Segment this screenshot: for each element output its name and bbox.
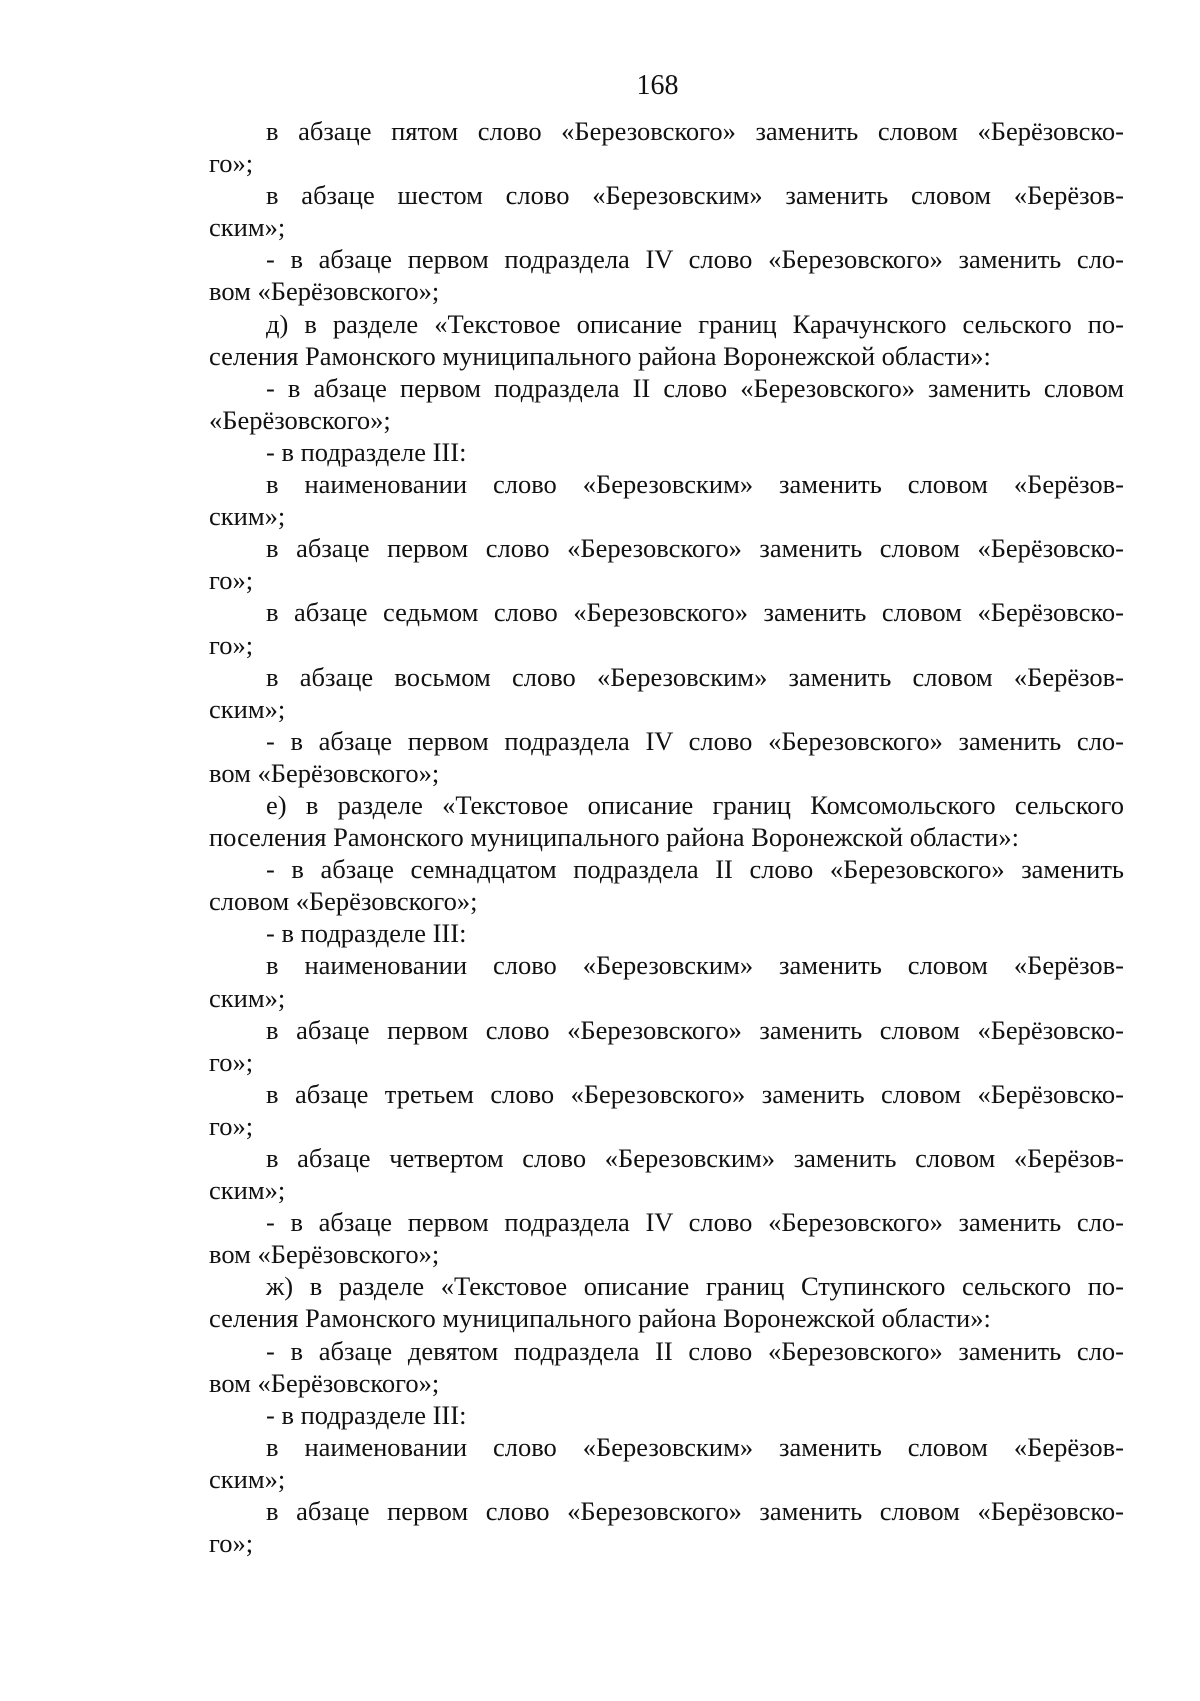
text-line: - в абзаце первом подраздела IV слово «Березовского» заменить сло- [266,1207,1124,1238]
text-line: д) в разделе «Текстовое описание границ Карачунского сельского по- [266,308,1124,339]
text-line: словом «Берёзовского»; [209,886,478,917]
text-line: в абзаце первом слово «Березовского» заменить словом «Берёзовско- [266,1014,1124,1045]
text-line: ским»; [209,501,286,532]
text-line: в абзаце шестом слово «Березовским» заменить словом «Берёзов- [266,180,1124,211]
text-line: ским»; [209,212,286,243]
text-line: ским»; [209,1175,286,1206]
text-line: - в абзаце первом подраздела II слово «Березовского» заменить словом [266,372,1124,403]
text-line: - в подразделе III: [266,1399,467,1430]
text-line: селения Рамонского муниципального района Воронежской области»: [209,1303,991,1334]
text-line: - в абзаце первом подраздела IV слово «Березовского» заменить сло- [266,244,1124,275]
text-line: в абзаце седьмом слово «Березовского» заменить словом «Берёзовско- [266,597,1124,628]
text-line: - в абзаце семнадцатом подраздела II слово «Березовского» заменить [266,854,1124,885]
text-line: селения Рамонского муниципального района Воронежской области»: [209,340,991,371]
page-number: 168 [636,70,679,101]
text-line: вом «Берёзовского»; [209,276,440,307]
text-line: вом «Берёзовского»; [209,1239,440,1270]
text-line: в наименовании слово «Березовским» заменить словом «Берёзов- [266,1431,1124,1462]
text-line: го»; [209,1528,254,1559]
text-line: го»; [209,1046,254,1077]
text-line: в абзаце первом слово «Березовского» заменить словом «Берёзовско- [266,1496,1124,1527]
text-line: го»; [209,1110,254,1141]
text-line: вом «Берёзовского»; [209,1367,440,1398]
text-line: го»; [209,565,254,596]
text-line: в абзаце третьем слово «Березовского» заменить словом «Берёзовско- [266,1078,1124,1109]
document-body [209,115,1124,1559]
text-line: вом «Берёзовского»; [209,757,440,788]
text-line: «Берёзовского»; [209,404,391,435]
text-line: го»; [209,629,254,660]
text-line: в наименовании слово «Березовским» заменить словом «Берёзов- [266,950,1124,981]
text-line: ж) в разделе «Текстовое описание границ Ступинского сельского по- [266,1271,1124,1302]
text-line: - в абзаце первом подраздела IV слово «Березовского» заменить сло- [266,725,1124,756]
text-line: - в подразделе III: [266,436,467,467]
text-line: е) в разделе «Текстовое описание границ Комсомольского сельского [266,789,1124,820]
text-line: поселения Рамонского муниципального района Воронежской области»: [209,822,1019,853]
text-line: в абзаце пятом слово «Березовского» заменить словом «Берёзовско- [266,116,1124,146]
text-line: го»; [209,148,254,179]
text-line: ским»; [209,693,286,724]
text-line: в абзаце первом слово «Березовского» заменить словом «Берёзовско- [266,533,1124,564]
text-line: в абзаце восьмом слово «Березовским» заменить словом «Берёзов- [266,661,1124,692]
text-line: ским»; [209,1463,286,1494]
text-line: в наименовании слово «Березовским» заменить словом «Берёзов- [266,469,1124,500]
text-line: ским»; [209,982,286,1013]
text-line: - в абзаце девятом подраздела II слово «Березовского» заменить сло- [266,1335,1124,1366]
text-line: - в подразделе III: [266,918,467,949]
text-line: в абзаце четвертом слово «Березовским» заменить словом «Берёзов- [266,1143,1124,1173]
